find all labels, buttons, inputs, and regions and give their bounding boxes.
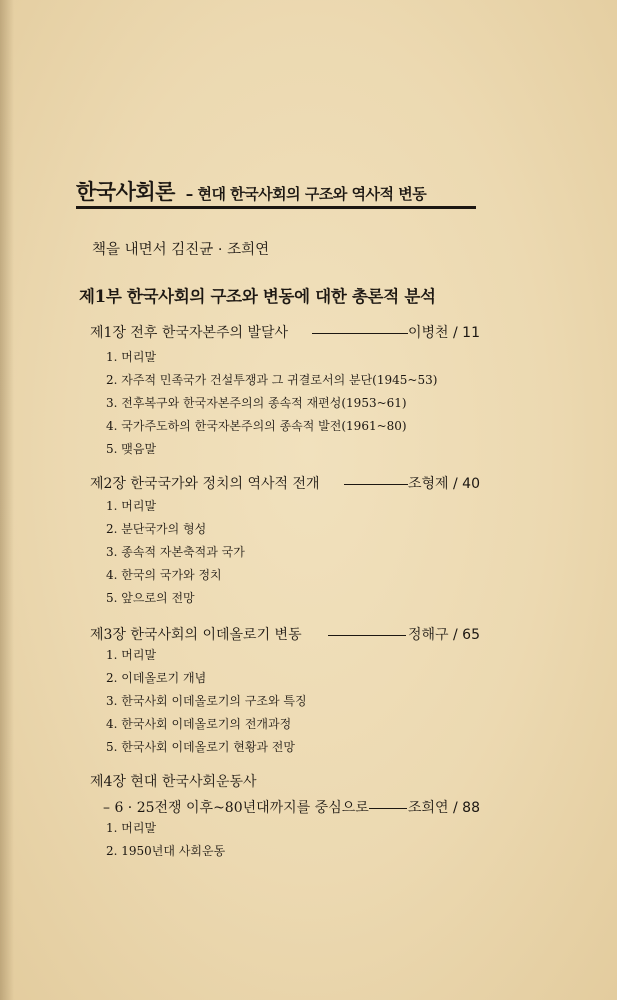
page-edge-shadow xyxy=(0,0,14,1000)
book-title xyxy=(76,176,426,206)
list-item: 4. 한국의 국가와 정치 xyxy=(106,568,222,582)
list-item: 4. 한국사회 이데올로기의 전개과정 xyxy=(106,717,292,731)
list-item: 2. 이데올로기 개념 xyxy=(106,671,207,685)
list-item: 3. 전후복구와 한국자본주의의 종속적 재편성(1953~61) xyxy=(106,396,407,410)
chapter-4-subtitle-line xyxy=(103,797,480,819)
chapter-title: 제2장 한국국가와 정치의 역사적 전개 xyxy=(90,476,320,492)
chapter-4-sections xyxy=(106,818,225,864)
chapter-title: 제3장 한국사회의 이데올로기 변동 xyxy=(90,627,302,643)
chapter-2-sections xyxy=(106,496,245,611)
title-rule xyxy=(76,206,476,209)
dot-leader xyxy=(328,635,406,636)
dot-leader xyxy=(344,484,408,485)
list-item: 5. 앞으로의 전망 xyxy=(106,591,195,605)
list-item: 1. 머리말 xyxy=(106,350,157,364)
list-item: 4. 국가주도하의 한국자본주의의 종속적 발전(1961~80) xyxy=(106,419,407,433)
chapter-title: 제4장 현대 한국사회운동사 xyxy=(90,774,257,790)
list-item: 1. 머리말 xyxy=(106,648,157,662)
list-item: 5. 한국사회 이데올로기 현황과 전망 xyxy=(106,740,295,754)
list-item: 2. 1950년대 사회운동 xyxy=(106,844,226,858)
list-item: 1. 머리말 xyxy=(106,821,157,835)
dot-leader xyxy=(369,808,407,809)
chapter-1-heading xyxy=(90,322,480,344)
list-item: 1. 머리말 xyxy=(106,499,157,513)
chapter-1-sections xyxy=(106,347,437,462)
chapter-3-sections xyxy=(106,645,307,760)
list-item: 3. 종속적 자본축적과 국가 xyxy=(106,545,245,559)
part1-heading: 제1부 한국사회의 구조와 변동에 대한 총론적 분석 xyxy=(79,287,436,306)
list-item: 3. 한국사회 이데올로기의 구조와 특징 xyxy=(106,694,307,708)
chapter-author-page: 조형제 / 40 xyxy=(407,476,480,492)
list-item: 2. 분단국가의 형성 xyxy=(106,522,207,536)
chapter-2-heading xyxy=(90,473,480,495)
preface-entry: 책을 내면서 김진균 · 조희연 xyxy=(92,242,270,258)
chapter-4-heading xyxy=(90,771,480,793)
chapter-subtitle: – 6 · 25전쟁 이후~80년대까지를 중심으로 xyxy=(103,800,369,816)
chapter-author-page: 조희연 / 88 xyxy=(407,800,480,816)
chapter-3-heading xyxy=(90,624,480,646)
chapter-author-page: 이병천 / 11 xyxy=(407,325,480,341)
list-item: 2. 자주적 민족국가 건설투쟁과 그 귀결로서의 분단(1945~53) xyxy=(106,373,438,387)
dot-leader xyxy=(312,333,408,334)
chapter-title: 제1장 전후 한국자본주의 발달사 xyxy=(90,325,289,341)
book-title-main: 한국사회론 xyxy=(76,180,175,204)
chapter-author-page: 정해구 / 65 xyxy=(407,627,480,643)
list-item: 5. 맺음말 xyxy=(106,442,157,456)
book-title-subtitle: – 현대 한국사회의 구조와 역사적 변동 xyxy=(185,185,427,203)
